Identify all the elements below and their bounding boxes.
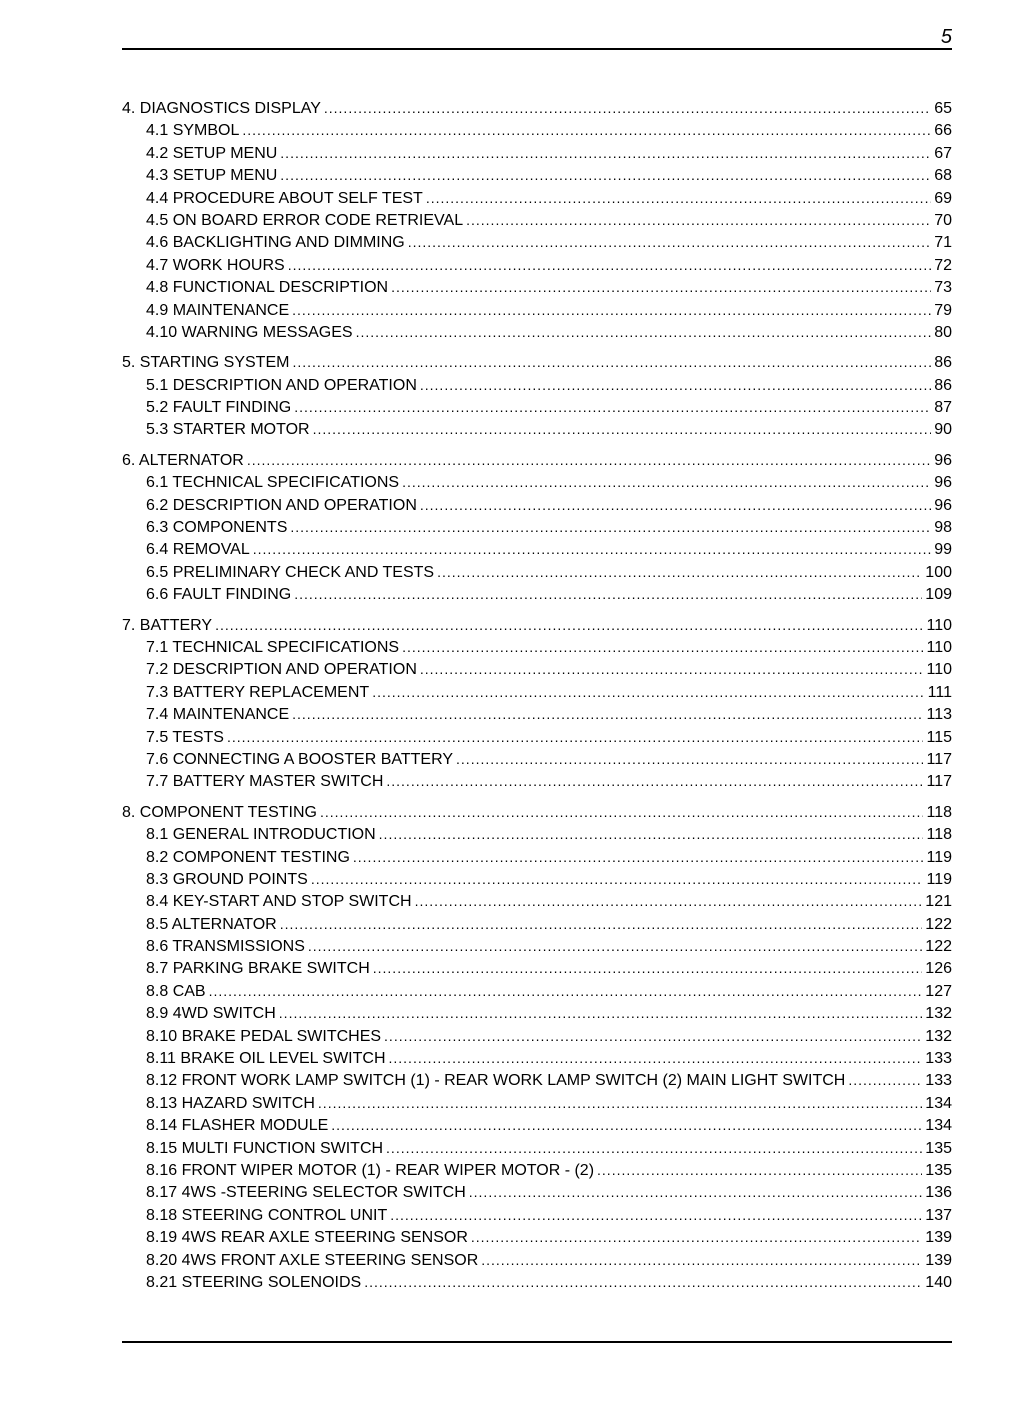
toc-entry-label: 6.4 REMOVAL [146, 541, 250, 559]
dot-leader [390, 1204, 922, 1226]
toc-entry-page: 122 [925, 938, 952, 956]
toc-entry[interactable] [122, 846, 952, 868]
toc-entry-label: 8.9 4WD SWITCH [146, 1005, 276, 1023]
toc-entry[interactable] [122, 396, 952, 418]
dot-leader [420, 374, 931, 396]
dot-leader [364, 1271, 922, 1293]
toc-entry[interactable] [122, 471, 952, 493]
toc-entry[interactable] [122, 418, 952, 440]
toc-entry-label: 8.19 4WS REAR AXLE STEERING SENSOR [146, 1229, 468, 1247]
toc-entry[interactable] [122, 119, 952, 141]
toc-entry-page: 133 [925, 1072, 952, 1090]
toc-entry[interactable] [122, 1159, 952, 1181]
dot-leader [353, 846, 924, 868]
toc-entry-page: 139 [925, 1251, 952, 1269]
toc-entry-label: 7.6 CONNECTING A BOOSTER BATTERY [146, 750, 454, 768]
toc-entry-label: 4.7 WORK HOURS [146, 256, 285, 274]
toc-entry-label: 7.5 TESTS [146, 728, 224, 746]
toc-entry-page: 118 [926, 826, 952, 844]
toc-entry-page: 87 [934, 399, 952, 417]
toc-entry-page: 71 [934, 234, 952, 252]
toc-entry-page: 96 [934, 474, 952, 492]
dot-leader [420, 494, 931, 516]
toc-entry[interactable] [122, 1249, 952, 1271]
toc-entry-label: 5.1 DESCRIPTION AND OPERATION [146, 376, 417, 394]
toc-entry-page: 79 [934, 301, 952, 319]
toc-entry[interactable] [122, 636, 952, 658]
toc-entry-page: 140 [925, 1273, 952, 1291]
toc-section-heading[interactable] [122, 801, 952, 823]
dot-leader [420, 658, 924, 680]
dot-leader [324, 97, 931, 119]
toc-entry-page: 86 [934, 376, 952, 394]
dot-leader [331, 1114, 922, 1136]
dot-leader [408, 231, 931, 253]
toc-entry[interactable] [122, 374, 952, 396]
dot-leader [290, 516, 931, 538]
toc-entry-label: 4.1 SYMBOL [146, 122, 240, 140]
toc-entry-page: 122 [925, 915, 952, 933]
toc-entry[interactable] [122, 980, 952, 1002]
toc-entry-label: 8.1 GENERAL INTRODUCTION [146, 826, 376, 844]
toc-entry[interactable] [122, 164, 952, 186]
toc-entry-page: 111 [927, 683, 952, 701]
toc-entry-page: 137 [925, 1206, 952, 1224]
toc-entry-page: 110 [926, 616, 952, 634]
toc-entry-label: 5. STARTING SYSTEM [122, 354, 290, 372]
toc-section [122, 351, 952, 441]
toc-entry-label: 4. DIAGNOSTICS DISPLAY [122, 100, 321, 117]
dot-leader [313, 418, 932, 440]
toc-section [122, 801, 952, 1294]
toc-entry-label: 6. ALTERNATOR [122, 451, 244, 469]
toc-entry-page: 99 [934, 541, 952, 559]
toc-entry-label: 8.5 ALTERNATOR [146, 915, 277, 933]
toc-entry-page: 68 [934, 167, 952, 185]
toc-entry[interactable] [122, 561, 952, 583]
toc-entry[interactable] [122, 726, 952, 748]
toc-entry-page: 96 [934, 496, 952, 514]
toc-entry-label: 7.7 BATTERY MASTER SWITCH [146, 773, 384, 791]
toc-entry[interactable] [122, 957, 952, 979]
dot-leader [386, 1137, 922, 1159]
toc-entry[interactable] [122, 823, 952, 845]
toc-entry-label: 8.18 STEERING CONTROL UNIT [146, 1206, 388, 1224]
dot-leader [469, 1181, 923, 1203]
page-number: 5 [940, 26, 952, 48]
toc-section-heading[interactable] [122, 351, 952, 373]
toc-entry[interactable] [122, 494, 952, 516]
dot-leader [456, 748, 923, 770]
toc-entry-label: 4.5 ON BOARD ERROR CODE RETRIEVAL [146, 211, 464, 229]
toc-entry-label: 8.6 TRANSMISSIONS [146, 938, 305, 956]
toc-entry-label: 5.2 FAULT FINDING [146, 399, 292, 417]
toc-entry-page: 86 [934, 354, 952, 372]
dot-leader [415, 890, 923, 912]
toc-entry[interactable] [122, 538, 952, 560]
toc-entry-page: 119 [926, 848, 952, 866]
dot-leader [437, 561, 922, 583]
toc-entry[interactable] [122, 681, 952, 703]
dot-leader [279, 1002, 923, 1024]
toc-entry-page: 80 [934, 323, 952, 341]
toc-entry[interactable] [122, 748, 952, 770]
dot-leader [848, 1069, 922, 1091]
toc-entry-page: 119 [926, 870, 952, 888]
toc-entry-page: 132 [925, 1027, 952, 1045]
toc-entry[interactable] [122, 1092, 952, 1114]
dot-leader [402, 471, 931, 493]
toc-entry-label: 4.3 SETUP MENU [146, 167, 278, 185]
toc-entry[interactable] [122, 209, 952, 231]
toc-entry-page: 139 [925, 1229, 952, 1247]
toc-entry-page: 134 [925, 1094, 952, 1112]
toc-entry[interactable] [122, 276, 952, 298]
toc-entry-label: 7.1 TECHNICAL SPECIFICATIONS [146, 638, 400, 656]
dot-leader [308, 935, 922, 957]
toc-section [122, 97, 952, 343]
toc-entry-page: 117 [926, 750, 952, 768]
toc-entry-page: 113 [926, 706, 952, 724]
dot-leader [466, 209, 931, 231]
toc-entry-page: 117 [926, 773, 952, 791]
header-rule [122, 48, 952, 50]
toc-entry-label: 4.6 BACKLIGHTING AND DIMMING [146, 234, 405, 252]
dot-leader [372, 681, 924, 703]
toc-entry[interactable] [122, 583, 952, 605]
dot-leader [280, 164, 931, 186]
dot-leader [294, 583, 922, 605]
toc-entry-page: 110 [926, 661, 952, 679]
toc-entry-label: 8.17 4WS -STEERING SELECTOR SWITCH [146, 1184, 466, 1202]
dot-leader [386, 770, 923, 792]
toc-entry-page: 66 [934, 122, 952, 140]
dot-leader [215, 614, 923, 636]
toc-entry-page: 72 [934, 256, 952, 274]
toc-entry-page: 73 [934, 279, 952, 297]
toc-entry[interactable] [122, 913, 952, 935]
toc-entry-label: 8.14 FLASHER MODULE [146, 1117, 329, 1135]
toc-entry[interactable] [122, 1025, 952, 1047]
toc-entry-label: 4.8 FUNCTIONAL DESCRIPTION [146, 279, 389, 297]
toc-section-heading[interactable] [122, 614, 952, 636]
toc-entry-label: 8.13 HAZARD SWITCH [146, 1094, 315, 1112]
dot-leader [292, 703, 923, 725]
toc-entry-label: 8.11 BRAKE OIL LEVEL SWITCH [146, 1050, 386, 1068]
toc-entry-label: 6.5 PRELIMINARY CHECK AND TESTS [146, 563, 435, 581]
toc-section-heading[interactable] [122, 449, 952, 471]
toc-entry-label: 8.4 KEY-START AND STOP SWITCH [146, 893, 412, 911]
toc-entry[interactable] [122, 1114, 952, 1136]
toc-entry[interactable] [122, 1204, 952, 1226]
table-of-contents [122, 97, 952, 1301]
toc-entry-label: 8.7 PARKING BRAKE SWITCH [146, 960, 370, 978]
dot-leader [481, 1249, 922, 1271]
toc-entry[interactable] [122, 703, 952, 725]
toc-entry-page: 90 [934, 421, 952, 439]
toc-entry-page: 110 [926, 638, 952, 656]
footer-rule [122, 1341, 952, 1343]
dot-leader [402, 636, 923, 658]
toc-entry-page: 132 [925, 1005, 952, 1023]
toc-entry-page: 100 [925, 563, 952, 581]
toc-entry-page: 133 [925, 1050, 952, 1068]
toc-entry[interactable] [122, 770, 952, 792]
toc-entry-label: 7.2 DESCRIPTION AND OPERATION [146, 661, 417, 679]
toc-entry[interactable] [122, 1271, 952, 1293]
toc-entry-page: 109 [925, 586, 952, 604]
dot-leader [280, 913, 923, 935]
toc-entry-label: 6.3 COMPONENTS [146, 519, 288, 537]
dot-leader [253, 538, 931, 560]
dot-leader [391, 276, 931, 298]
dot-leader [373, 957, 923, 979]
toc-entry-label: 5.3 STARTER MOTOR [146, 421, 310, 439]
toc-entry-label: 8.15 MULTI FUNCTION SWITCH [146, 1139, 384, 1157]
toc-entry[interactable] [122, 299, 952, 321]
dot-leader [389, 1047, 923, 1069]
dot-leader [292, 351, 931, 373]
toc-entry-label: 8. COMPONENT TESTING [122, 803, 317, 821]
toc-entry-label: 4.9 MAINTENANCE [146, 301, 290, 319]
toc-entry-label: 8.12 FRONT WORK LAMP SWITCH (1) - REAR WORK LAMP SWITCH (2) MAIN LIGHT SWITCH [146, 1072, 846, 1090]
toc-section-heading[interactable] [122, 97, 952, 119]
toc-entry-page: 69 [934, 189, 952, 207]
toc-entry-label: 4.4 PROCEDURE ABOUT SELF TEST [146, 189, 423, 207]
dot-leader [471, 1226, 922, 1248]
dot-leader [292, 299, 931, 321]
dot-leader [426, 187, 931, 209]
toc-entry-page: 134 [925, 1117, 952, 1135]
dot-leader [379, 823, 924, 845]
toc-entry-label: 8.3 GROUND POINTS [146, 870, 308, 888]
toc-entry[interactable] [122, 868, 952, 890]
toc-entry-label: 8.2 COMPONENT TESTING [146, 848, 350, 866]
toc-entry-label: 7.4 MAINTENANCE [146, 706, 290, 724]
toc-entry-label: 8.8 CAB [146, 982, 206, 1000]
toc-entry[interactable] [122, 1047, 952, 1069]
dot-leader [294, 396, 931, 418]
toc-entry-page: 115 [926, 728, 952, 746]
dot-leader [384, 1025, 922, 1047]
toc-entry-page: 127 [925, 982, 952, 1000]
toc-entry[interactable] [122, 187, 952, 209]
toc-entry[interactable] [122, 1181, 952, 1203]
toc-entry-label: 7.3 BATTERY REPLACEMENT [146, 683, 370, 701]
toc-entry-page: 135 [925, 1139, 952, 1157]
toc-entry-page: 121 [925, 893, 952, 911]
toc-entry-label: 4.10 WARNING MESSAGES [146, 323, 353, 341]
dot-leader [247, 449, 931, 471]
toc-entry[interactable] [122, 890, 952, 912]
toc-entry[interactable] [122, 1137, 952, 1159]
toc-entry-page: 135 [925, 1161, 952, 1179]
toc-entry-label: 8.10 BRAKE PEDAL SWITCHES [146, 1027, 382, 1045]
toc-entry[interactable] [122, 231, 952, 253]
toc-entry-label: 4.2 SETUP MENU [146, 144, 278, 162]
toc-entry[interactable] [122, 1069, 952, 1091]
toc-entry[interactable] [122, 658, 952, 680]
toc-section [122, 449, 952, 606]
toc-entry-label: 8.21 STEERING SOLENOIDS [146, 1273, 362, 1291]
dot-leader [209, 980, 923, 1002]
toc-entry-label: 7. BATTERY [122, 616, 213, 634]
toc-entry-label: 6.1 TECHNICAL SPECIFICATIONS [146, 474, 400, 492]
toc-entry-label: 6.2 DESCRIPTION AND OPERATION [146, 496, 417, 514]
toc-entry[interactable] [122, 935, 952, 957]
toc-entry-label: 8.16 FRONT WIPER MOTOR (1) - REAR WIPER MOTOR - (2) [146, 1161, 595, 1179]
dot-leader [597, 1159, 922, 1181]
dot-leader [320, 801, 923, 823]
toc-entry-label: 8.20 4WS FRONT AXLE STEERING SENSOR [146, 1251, 479, 1269]
dot-leader [242, 119, 931, 141]
toc-entry-page: 126 [925, 960, 952, 978]
toc-entry-page: 118 [926, 803, 952, 821]
toc-entry-page: 67 [934, 144, 952, 162]
dot-leader [356, 321, 932, 343]
toc-entry-label: 6.6 FAULT FINDING [146, 586, 292, 604]
dot-leader [280, 142, 931, 164]
toc-entry-page: 136 [925, 1184, 952, 1202]
dot-leader [311, 868, 924, 890]
toc-entry[interactable] [122, 142, 952, 164]
toc-entry[interactable] [122, 254, 952, 276]
toc-entry-page: 65 [934, 100, 952, 117]
toc-entry-page: 98 [934, 519, 952, 537]
toc-entry[interactable] [122, 321, 952, 343]
toc-entry[interactable] [122, 1002, 952, 1024]
toc-entry[interactable] [122, 516, 952, 538]
dot-leader [288, 254, 932, 276]
toc-entry[interactable] [122, 1226, 952, 1248]
toc-entry-page: 96 [934, 451, 952, 469]
dot-leader [227, 726, 924, 748]
toc-section [122, 614, 952, 793]
dot-leader [318, 1092, 922, 1114]
toc-entry-page: 70 [934, 211, 952, 229]
